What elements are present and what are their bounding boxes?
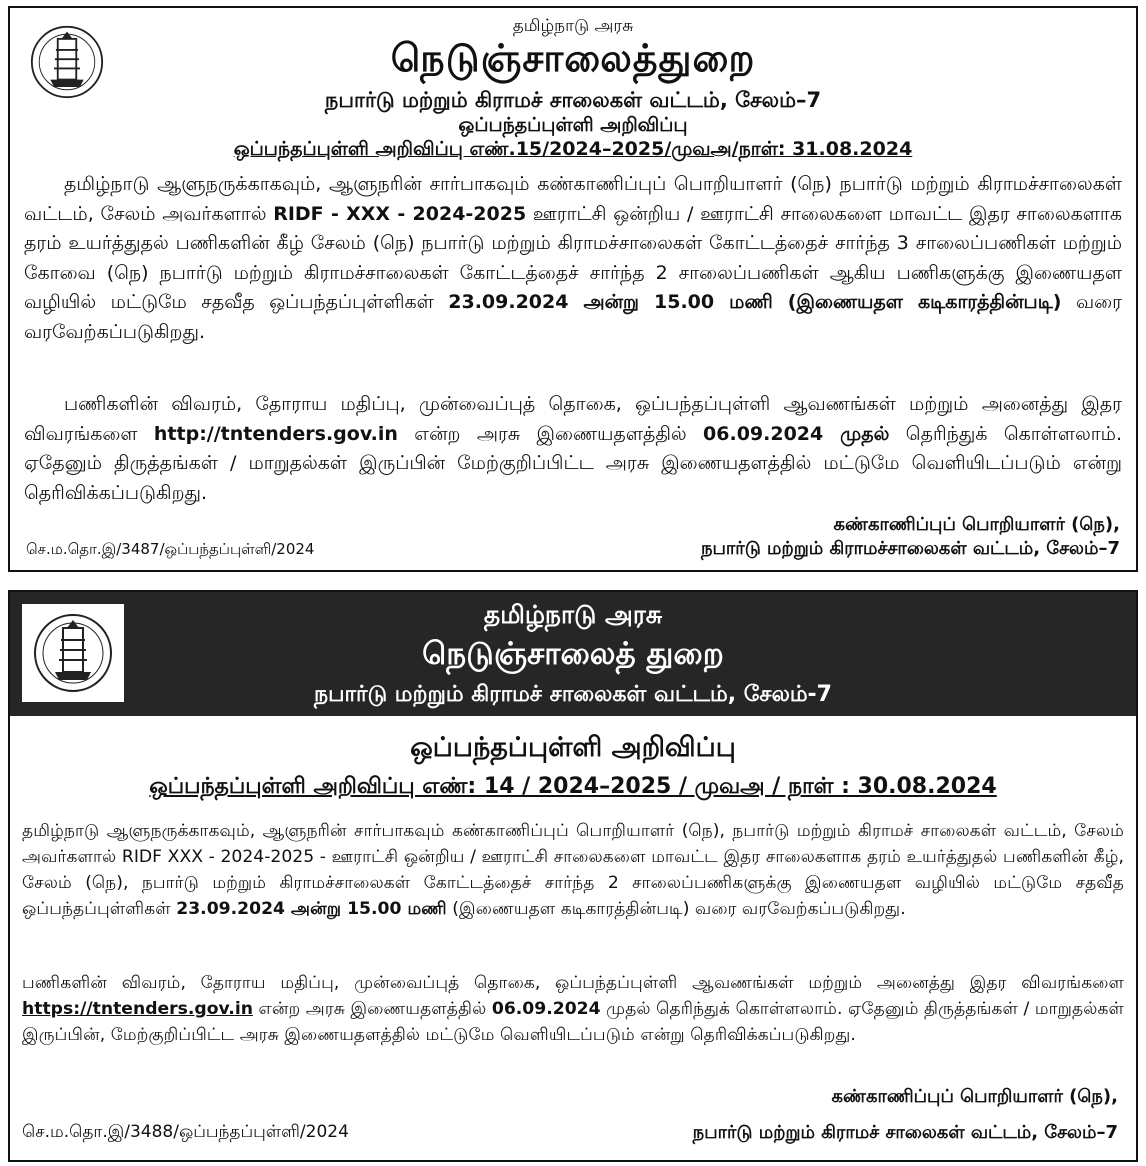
signatory-office: நபார்டு மற்றும் கிராமச்சாலைகள் வட்டம், சேலம்–7	[700, 538, 1120, 559]
tender-notice-14	[8, 590, 1138, 1162]
department-name: நெடுஞ்சாலைத் துறை	[422, 636, 724, 672]
notice-paragraph-2: பணிகளின் விவரம், தோராய மதிப்பு, முன்வைப்புத் தொகை, ஒப்பந்தப்புள்ளி ஆவணங்கள் மற்றும் அனைத்து இதர விவரங்களை https://tntenders.gov.in என்ற அரசு இணையதளத்தில் 06.09.2024 முதல் தெரிந்துக் கொள்ளலாம். ஏதேனும் திருத்தங்கள் / மாறுதல்கள் இருப்பின், மேற்குறிப்பிட்ட அரசு இணையதளத்தில் மட்டுமே வெளியிடப்படும் என்று தெரிவிக்கப்படுகிறது.	[22, 973, 1124, 1045]
notice-reference: ஒப்பந்தப்புள்ளி அறிவிப்பு எண்: 14 / 2024–2025 / முவஅ / நாள் : 30.08.2024	[149, 774, 997, 799]
availability-date: 06.09.2024	[491, 999, 601, 1019]
signatory-designation: கண்காணிப்புப் பொறியாளர் (நெ),	[833, 514, 1120, 535]
notice-paragraph-1: தமிழ்நாடு ஆளுநருக்காகவும், ஆளுநரின் சார்பாகவும் கண்காணிப்புப் பொறியாளர் (நெ), நபார்டு மற்றும் கிராமச் சாலைகள் வட்டம், சேலம் அவர்களால் RIDF XXX - 2024-2025 - ஊராட்சி ஒன்றிய / ஊராட்சி சாலைகளை மாவட்ட இதர சாலைகளாக தரம் உயர்த்துதல் பணிகளின் கீழ், சேலம் (நெ), நபார்டு மற்றும் கிராமச்சாலைகள் கோட்டத்தைச் சார்ந்த 2 சாலைப்பணிகளுக்கு இணையதள வழியில் மட்டுமே சதவீத ஒப்பந்தப்புள்ளிகள் 23.09.2024 அன்று 15.00 மணி (இணையதள கடிகாரத்தின்படி) வரை வரவேற்கப்படுகிறது.	[22, 821, 1124, 919]
circle-name: நபார்டு மற்றும் கிராமச் சாலைகள் வட்டம், சேலம்-7	[314, 682, 832, 707]
publication-code: செ.ம.தொ.இ/3488/ஒப்பந்தப்புள்ளி/2024	[22, 1122, 349, 1142]
circle-name: நபார்டு மற்றும் கிராமச் சாலைகள் வட்டம், சேலம்–7	[324, 88, 822, 112]
department-name: நெடுஞ்சாலைத்துறை	[390, 36, 756, 80]
tender-notice-15	[8, 6, 1138, 572]
tenders-website-link[interactable]: http://tntenders.gov.in	[153, 422, 398, 445]
government-name: தமிழ்நாடு அரசு	[483, 600, 663, 629]
notice-title: ஒப்பந்தப்புள்ளி அறிவிப்பு	[410, 732, 736, 763]
notice-paragraph-2: பணிகளின் விவரம், தோராய மதிப்பு, முன்வைப்புத் தொகை, ஒப்பந்தப்புள்ளி ஆவணங்கள் மற்றும் அனைத்து இதர விவரங்களை http://tntenders.gov.in என்ற அரசு இணையதளத்தில் 06.09.2024 முதல் தெரிந்துக் கொள்ளலாம். ஏதேனும் திருத்தங்கள் / மாறுதல்கள் இருப்பின் மேற்குறிப்பிட்ட அரசு இணையதளத்தில் மட்டுமே வெளியிடப்படும் என்று தெரிவிக்கப்படுகிறது.	[24, 393, 1123, 504]
scheme-name: RIDF - XXX - 2024-2025	[273, 202, 527, 225]
signatory-office: நபார்டு மற்றும் கிராமச் சாலைகள் வட்டம், சேலம்–7	[692, 1122, 1118, 1143]
submission-deadline: 23.09.2024 அன்று 15.00 மணி	[176, 899, 447, 919]
publication-code: செ.ம.தொ.இ/3487/ஒப்பந்தப்புள்ளி/2024	[26, 540, 315, 558]
submission-deadline: 23.09.2024 அன்று 15.00 மணி (இணையதள கடிகாரத்தின்படி)	[448, 291, 1062, 314]
government-name: தமிழ்நாடு அரசு	[512, 16, 634, 36]
notice-header-banner	[10, 592, 1136, 716]
notice-title: ஒப்பந்தப்புள்ளி அறிவிப்பு	[458, 114, 688, 136]
tenders-website-link[interactable]: https://tntenders.gov.in	[22, 999, 253, 1019]
signatory-designation: கண்காணிப்புப் பொறியாளர் (நெ),	[831, 1086, 1118, 1107]
notice-reference: ஒப்பந்தப்புள்ளி அறிவிப்பு எண்.15/2024–2025/முவஅ/நாள்: 31.08.2024	[233, 138, 913, 160]
notice-paragraph-1: தமிழ்நாடு ஆளுநருக்காகவும், ஆளுநரின் சார்பாகவும் கண்காணிப்புப் பொறியாளர் (நெ) நபார்டு மற்றும் கிராமச்சாலைகள் வட்டம், சேலம் அவர்களால் RIDF - XXX - 2024-2025 ஊராட்சி ஒன்றிய / ஊராட்சி சாலைகளை மாவட்ட இதர சாலைகளாக தரம் உயர்த்துதல் பணிகளின் கீழ் சேலம் (நெ) நபார்டு மற்றும் கிராமச்சாலைகள் கோட்டத்தைச் சார்ந்த 3 சாலைப்பணிகள் மற்றும் கோவை (நெ) நபார்டு மற்றும் கிராமச்சாலைகள் கோட்டத்தைச் சார்ந்த 2 சாலைப்பணிகள் ஆகிய பணிகளுக்கு இணையதள வழியில் மட்டுமே சதவீத ஒப்பந்தப்புள்ளிகள் 23.09.2024 அன்று 15.00 மணி (இணையதள கடிகாரத்தின்படி) வரை வரவேற்கப்படுகிறது.	[24, 173, 1122, 343]
availability-date: 06.09.2024 முதல்	[703, 422, 890, 445]
